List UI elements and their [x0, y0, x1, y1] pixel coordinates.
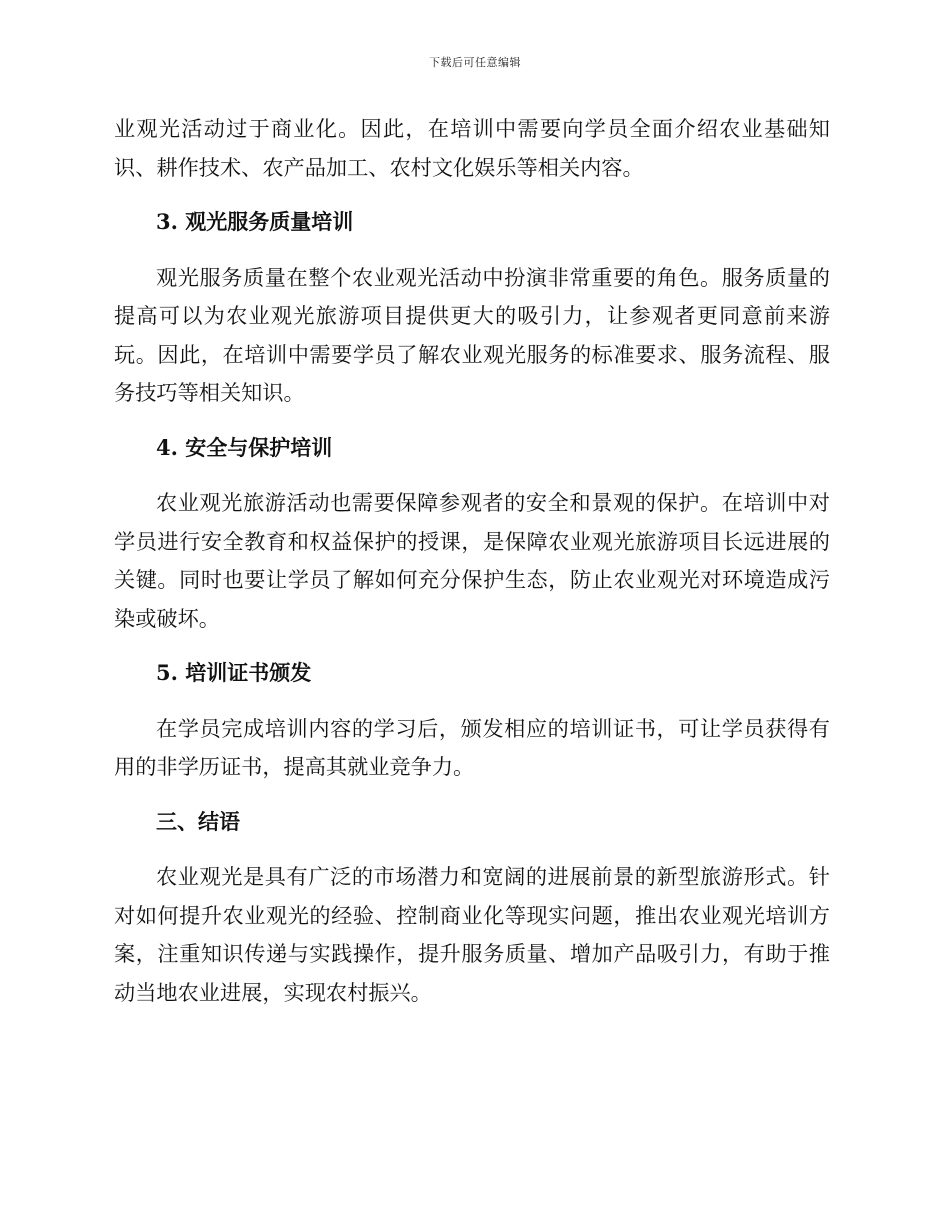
spacer	[114, 242, 830, 259]
spacer	[114, 187, 830, 203]
spacer	[114, 693, 830, 710]
spacer	[114, 841, 830, 858]
section-heading-5: 5. 培训证书颁发	[156, 660, 312, 685]
section-heading-4: 4. 安全与保护培训	[156, 434, 333, 460]
section-heading-conclusion: 三、结语	[156, 808, 240, 834]
section-heading-3: 3. 观光服务质量培训	[156, 209, 354, 234]
spacer	[114, 638, 830, 654]
page-header: 下载后可任意编辑	[429, 56, 521, 69]
paragraph-conclusion: 农业观光是具有广泛的市场潜力和宽阔的进展前景的新型旅游形式。针对如何提升农业观光的经验、控制商业化等现实问题，推出农业观光培训方案，注重知识传递与实践操作，提升服务质量、增加产品吸引力，有助于推动当地农业进展，实现农村振兴。	[114, 864, 830, 1005]
spacer	[114, 787, 830, 803]
paragraph-service-quality: 观光服务质量在整个农业观光活动中扮演非常重要的角色。服务质量的提高可以为农业观光旅游项目提供更大的吸引力，让参观者更同意前来游玩。因此，在培训中需要学员了解农业观光服务的标准要求、服务流程、服务技巧等相关知识。	[114, 264, 830, 405]
document-body	[114, 110, 830, 1012]
paragraph-certificate: 在学员完成培训内容的学习后，颁发相应的培训证书，可让学员获得有用的非学历证书，提高其就业竞争力。	[114, 715, 830, 779]
paragraph-continuation: 业观光活动过于商业化。因此，在培训中需要向学员全面介绍农业基础知识、耕作技术、农产品加工、农村文化娱乐等相关内容。	[114, 116, 830, 180]
paragraph-safety: 农业观光旅游活动也需要保障参观者的安全和景观的保护。在培训中对学员进行安全教育和权益保护的授课，是保障农业观光旅游项目长远进展的关键。同时也要让学员了解如何充分保护生态，防止农业观光对环境造成污染或破坏。	[114, 490, 830, 631]
spacer	[114, 413, 830, 429]
spacer	[114, 467, 830, 484]
